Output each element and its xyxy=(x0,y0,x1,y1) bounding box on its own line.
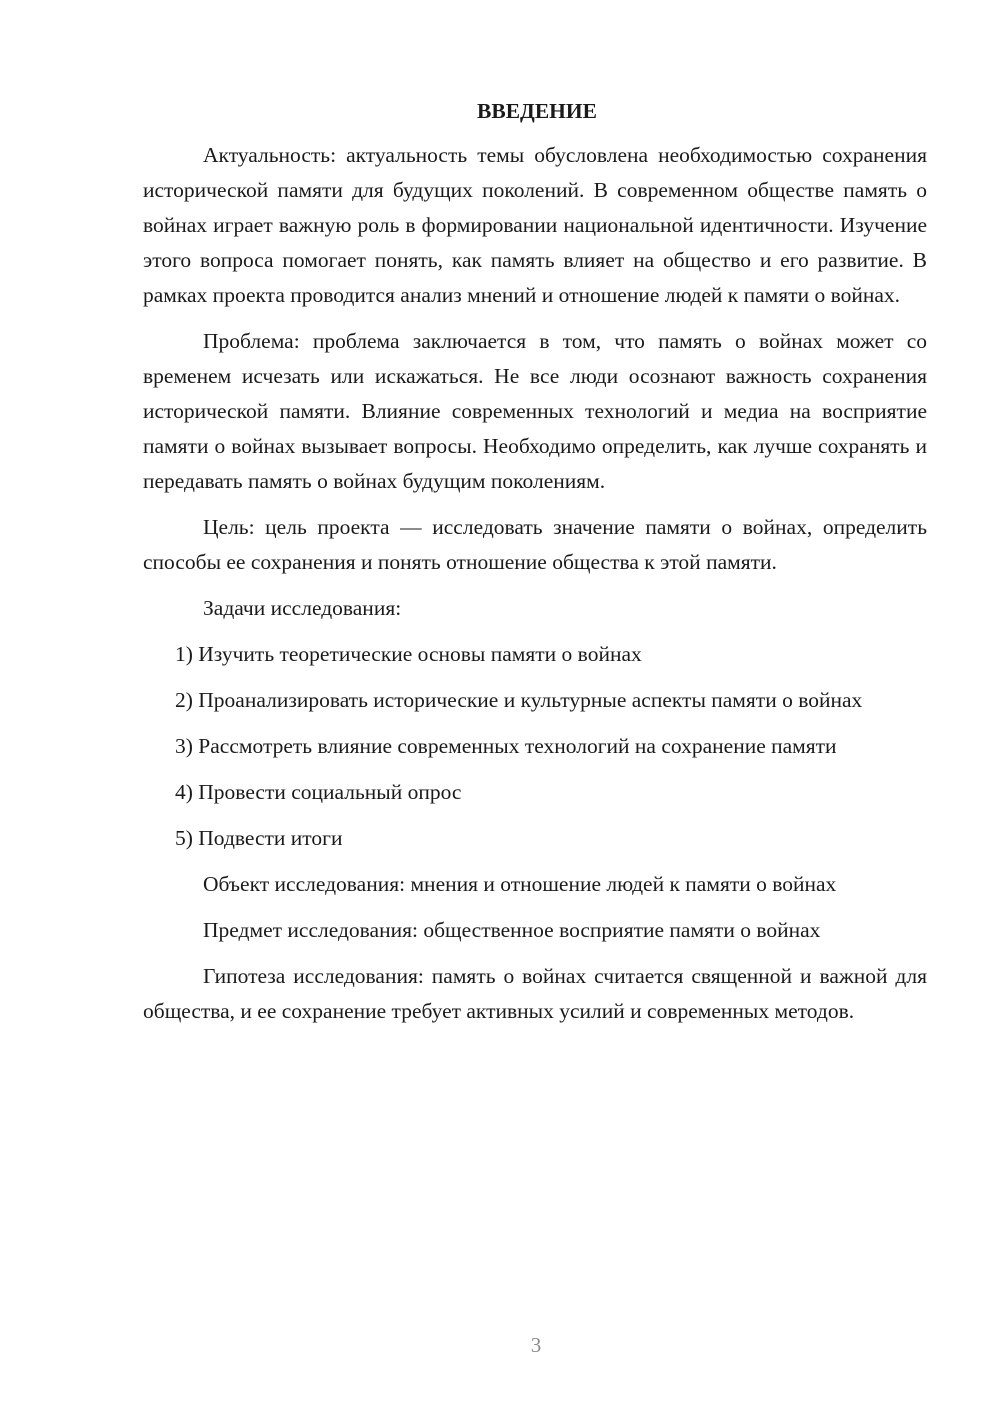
task-item: 1) Изучить теоретические основы памяти о войнах xyxy=(175,642,642,666)
problem-paragraph: Проблема: проблема заключается в том, что память о войнах может со временем исчезать или искажаться. Не все люди осознают важность сохранения исторической памяти. Влияние современных технологий и медиа на восприятие памяти о войнах вызывает вопросы. Необходимо определить, как лучше сохранять и передавать память о войнах будущим поколениям. xyxy=(143,329,927,493)
section-heading: ВВЕДЕНИЕ xyxy=(477,99,597,123)
task-item: 2) Проанализировать исторические и культурные аспекты памяти о войнах xyxy=(175,688,863,712)
task-item: 3) Рассмотреть влияние современных технологий на сохранение памяти xyxy=(175,734,837,758)
object-paragraph: Объект исследования: мнения и отношение людей к памяти о войнах xyxy=(203,872,837,896)
task-item: 5) Подвести итоги xyxy=(175,826,343,850)
task-item: 4) Провести социальный опрос xyxy=(175,780,462,804)
subject-paragraph: Предмет исследования: общественное восприятие памяти о войнах xyxy=(203,918,821,942)
tasks-list xyxy=(143,637,927,856)
hypothesis-paragraph: Гипотеза исследования: память о войнах считается священной и важной для общества, и ее сохранение требует активных усилий и современных методов. xyxy=(143,964,927,1023)
tasks-intro: Задачи исследования: xyxy=(203,596,402,620)
goal-paragraph: Цель: цель проекта — исследовать значение памяти о войнах, определить способы ее сохранения и понять отношение общества к этой памяти. xyxy=(143,515,927,574)
page-number: 3 xyxy=(530,1333,542,1357)
relevance-paragraph: Актуальность: актуальность темы обусловлена необходимостью сохранения исторической памяти для будущих поколений. В современном обществе память о войнах играет важную роль в формировании национальной идентичности. Изучение этого вопроса помогает понять, как память влияет на общество и его развитие. В рамках проекта проводится анализ мнений и отношение людей к памяти о войнах. xyxy=(143,143,927,307)
page-content xyxy=(143,96,927,1040)
